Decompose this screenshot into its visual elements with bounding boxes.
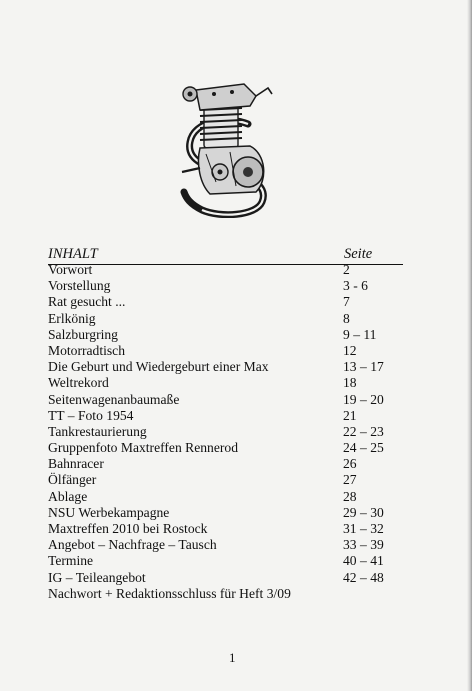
toc-row bbox=[48, 294, 403, 310]
toc-pages: 3 - 6 bbox=[343, 278, 368, 294]
toc-pages: 24 – 25 bbox=[343, 440, 384, 456]
page-number: 1 bbox=[229, 650, 236, 665]
toc-row bbox=[48, 586, 403, 602]
toc-title: TT – Foto 1954 bbox=[48, 407, 134, 423]
toc-title: Weltrekord bbox=[48, 375, 109, 391]
toc-row bbox=[48, 472, 403, 488]
toc-pages: 42 – 48 bbox=[343, 569, 384, 585]
toc-pages: 13 – 17 bbox=[343, 359, 384, 375]
toc-pages: 31 – 32 bbox=[343, 521, 384, 536]
toc-row bbox=[48, 392, 403, 408]
toc-row bbox=[48, 343, 403, 359]
toc-title: Tankrestaurierung bbox=[48, 423, 147, 439]
toc-row bbox=[48, 278, 403, 294]
toc-pages: 9 – 11 bbox=[343, 326, 377, 342]
toc-title: Die Geburt und Wiedergeburt einer Max bbox=[48, 359, 269, 375]
toc-row bbox=[48, 408, 403, 424]
toc-row bbox=[48, 537, 403, 553]
toc-pages: 2 bbox=[343, 262, 350, 277]
toc-pages: 40 – 41 bbox=[343, 553, 384, 569]
toc-row bbox=[48, 489, 403, 505]
toc-row bbox=[48, 456, 403, 472]
toc-title: Ölfänger bbox=[48, 472, 97, 488]
toc-title: Rat gesucht ... bbox=[48, 294, 126, 310]
toc-pages: 7 bbox=[343, 294, 350, 310]
toc-title: Termine bbox=[48, 553, 94, 569]
toc-pages: 12 bbox=[343, 342, 357, 358]
toc-pages: 18 bbox=[343, 375, 357, 391]
toc-row bbox=[48, 262, 403, 278]
toc-pages: 29 – 30 bbox=[343, 504, 384, 520]
toc-title: Seitenwagenanbaumaße bbox=[48, 391, 180, 407]
toc-row bbox=[48, 375, 403, 391]
toc-title: Nachwort + Redaktionsschluss für Heft 3/09 bbox=[48, 585, 291, 601]
page-edge-shadow bbox=[467, 0, 472, 691]
toc-pages: 27 bbox=[343, 472, 357, 488]
toc-title: Erlkönig bbox=[48, 310, 96, 326]
toc-title: IG – Teileangebot bbox=[48, 569, 146, 585]
toc-row bbox=[48, 570, 403, 586]
toc-row bbox=[48, 440, 403, 456]
toc-row bbox=[48, 553, 403, 569]
toc-pages: 19 – 20 bbox=[343, 391, 384, 407]
toc-title: Bahnracer bbox=[48, 456, 104, 472]
toc-title: Maxtreffen 2010 bei Rostock bbox=[48, 521, 208, 536]
toc-title: Angebot – Nachfrage – Tausch bbox=[48, 537, 217, 553]
toc-pages: 8 bbox=[343, 310, 350, 326]
toc-title: Vorwort bbox=[48, 262, 93, 277]
motorcycle-engine-icon bbox=[170, 76, 278, 218]
toc-row bbox=[48, 359, 403, 375]
toc-title: NSU Werbekampagne bbox=[48, 504, 170, 520]
table-of-contents bbox=[48, 262, 403, 602]
page-column-heading: Seite bbox=[344, 246, 373, 262]
toc-row bbox=[48, 521, 403, 537]
toc-row bbox=[48, 311, 403, 327]
toc-pages: 22 – 23 bbox=[343, 423, 384, 439]
toc-row bbox=[48, 327, 403, 343]
toc-pages: 28 bbox=[343, 488, 357, 504]
toc-row bbox=[48, 424, 403, 440]
toc-title: Motorradtisch bbox=[48, 342, 126, 358]
toc-pages: 21 bbox=[343, 407, 357, 423]
toc-title: Gruppenfoto Maxtreffen Rennerod bbox=[48, 440, 239, 456]
toc-pages: 26 bbox=[343, 456, 357, 472]
contents-heading: INHALT bbox=[48, 246, 98, 262]
toc-title: Salzburgring bbox=[48, 326, 118, 342]
toc-row bbox=[48, 505, 403, 521]
toc-title: Vorstellung bbox=[48, 278, 111, 294]
toc-title: Ablage bbox=[48, 488, 88, 504]
toc-pages: 33 – 39 bbox=[343, 537, 384, 553]
